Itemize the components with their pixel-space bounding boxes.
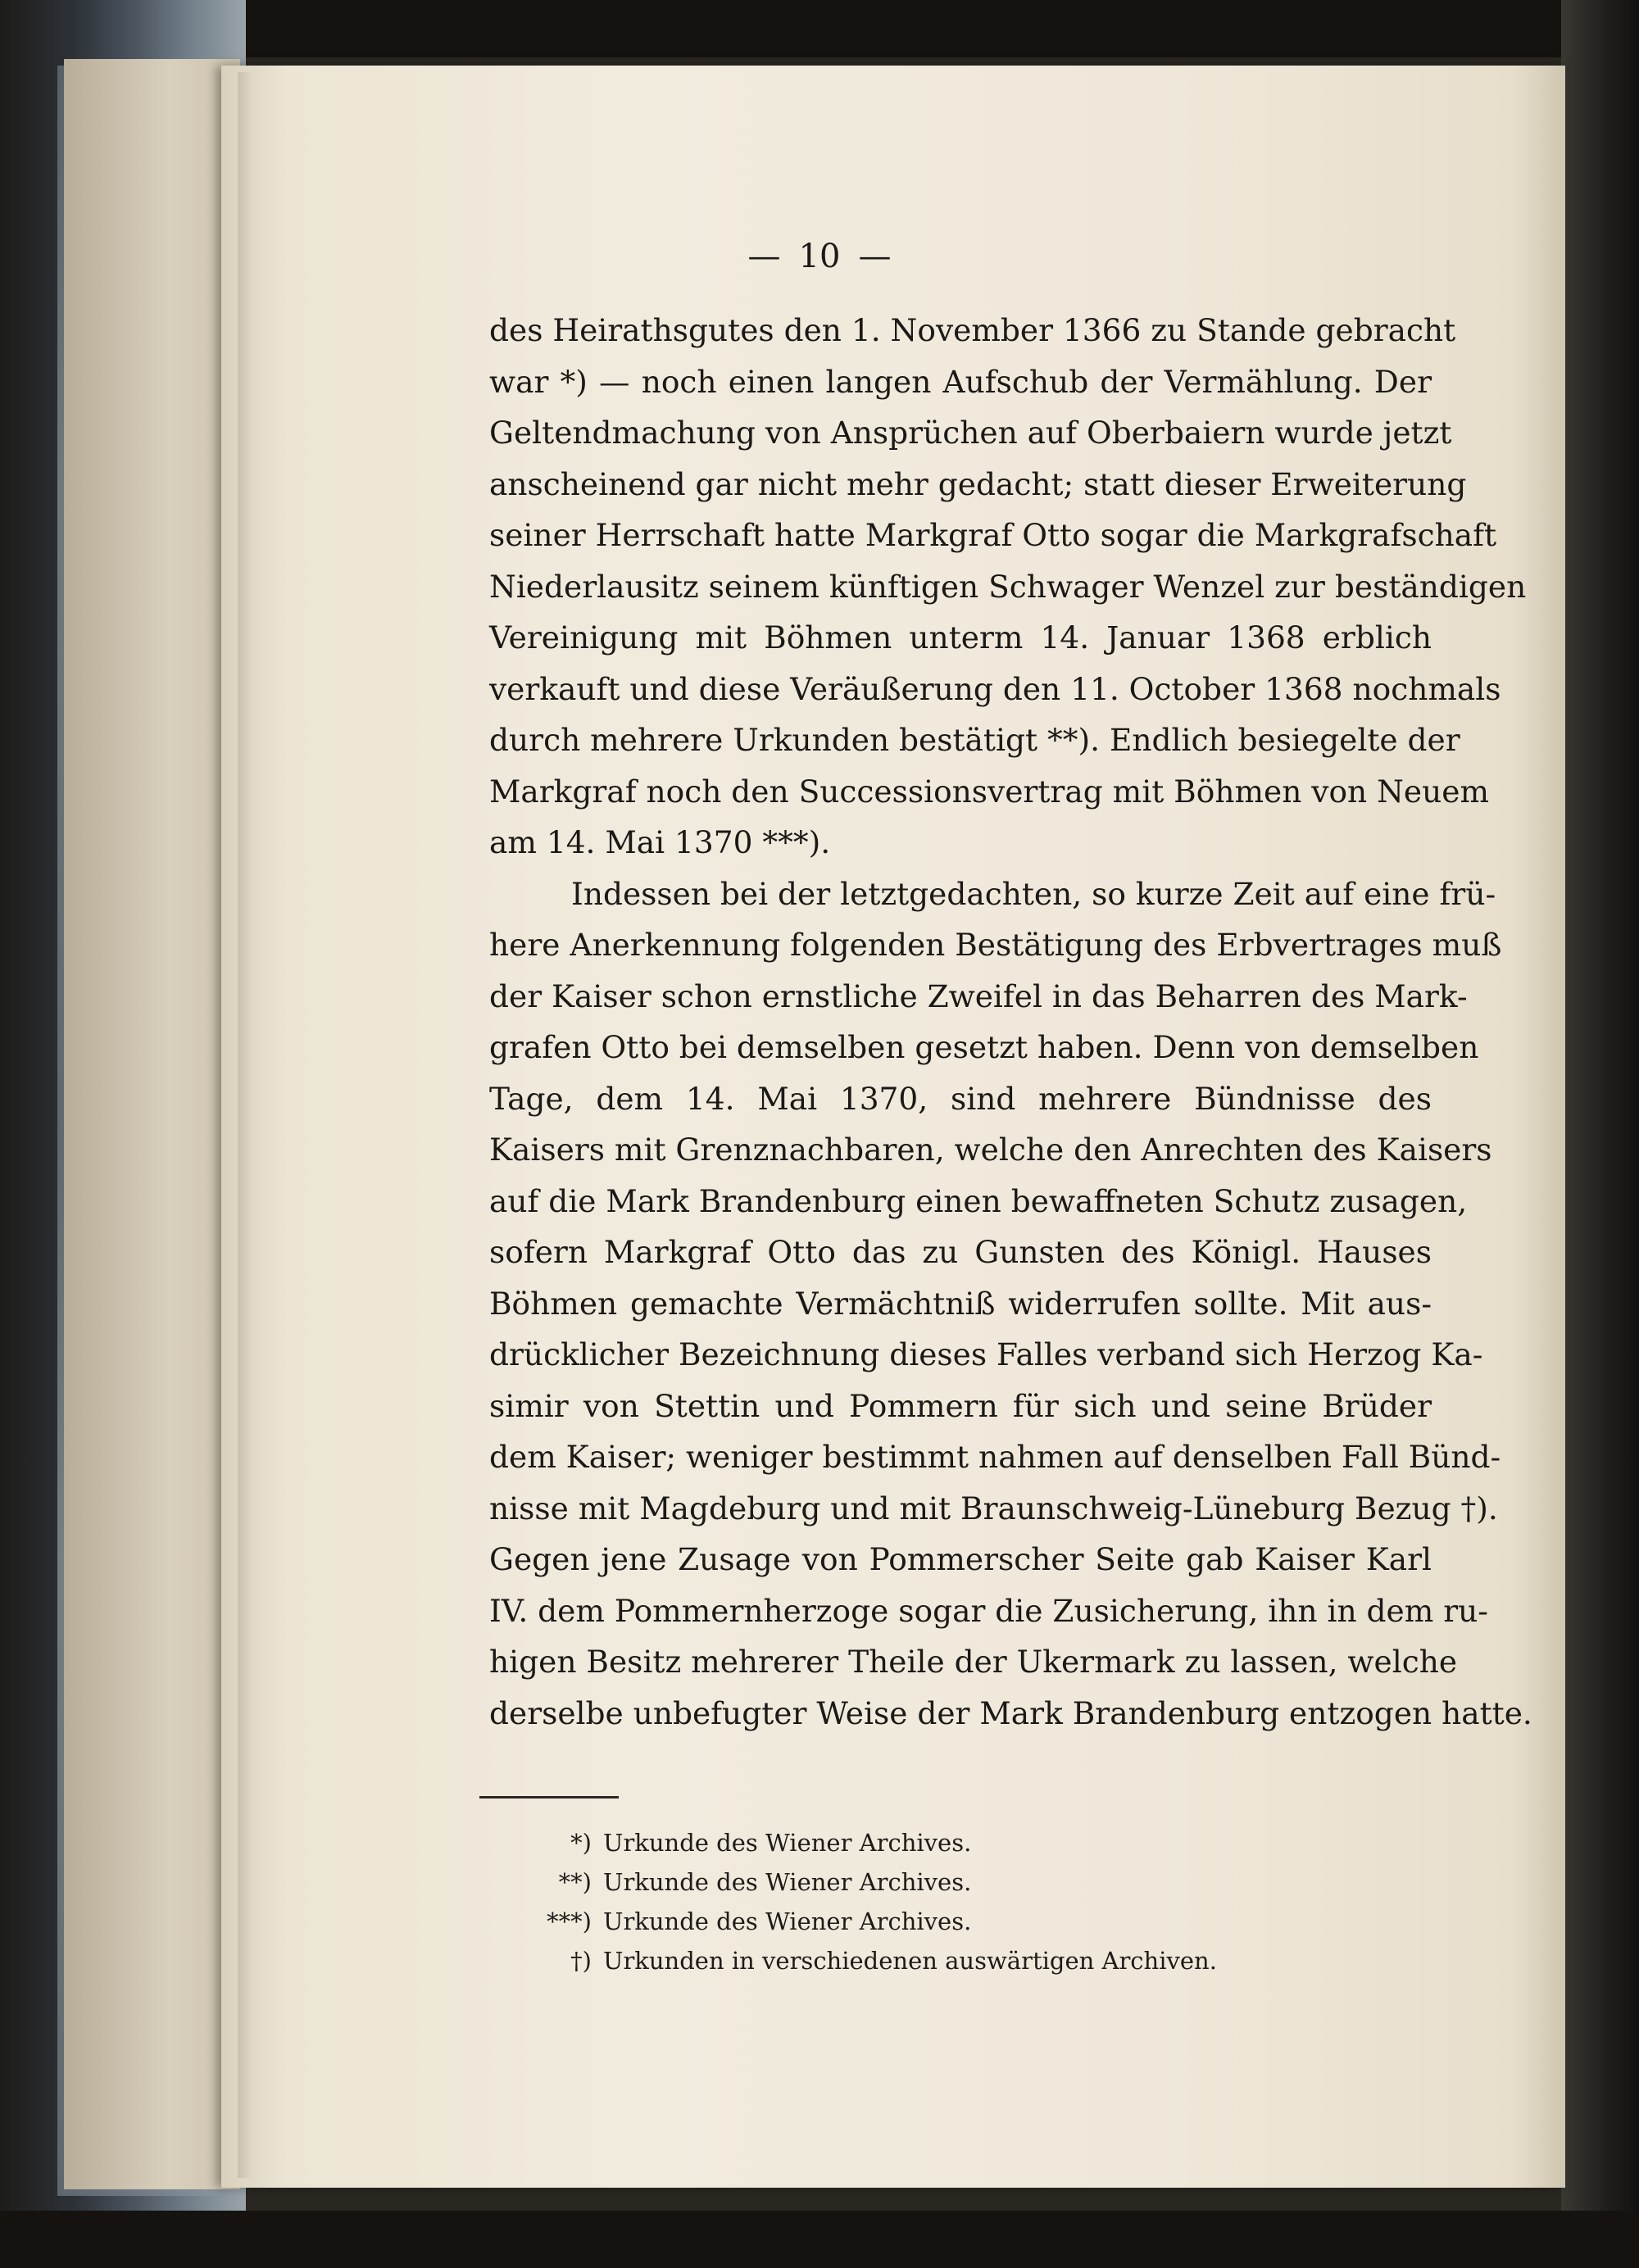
paragraph-start-line: Indessen bei der letztgedachten, so kurze Zeit auf eine frü- — [571, 875, 1496, 912]
text-line: Niederlausitz seinem künftigen Schwager Wenzel zur beständigen — [489, 568, 1527, 605]
text-line: Tage, dem 14. Mai 1370, sind mehrere Bündnisse des — [489, 1080, 1432, 1117]
footnote-mark: ***) — [547, 1907, 592, 1935]
footnote — [533, 1823, 1270, 1862]
footnote-mark: *) — [570, 1829, 592, 1857]
text-line: seiner Herrschaft hatte Markgraf Otto sogar die Markgrafschaft — [489, 517, 1497, 553]
page-gutter-shadow — [238, 72, 252, 2178]
footnote-mark: **) — [558, 1868, 592, 1896]
page-header — [0, 238, 1639, 275]
text-line: Kaisers mit Grenznachbaren, welche den Anrechten des Kaisers — [489, 1132, 1492, 1168]
book-cover-right — [1561, 0, 1639, 2268]
text-line: war *) — noch einen langen Aufschub der Vermählung. Der — [489, 363, 1432, 400]
header-dash-right: — — [858, 238, 892, 275]
footnote — [533, 1941, 1270, 1980]
previous-page-edge — [64, 59, 240, 2189]
book-cover-bottom-edge — [0, 2211, 1639, 2268]
book-cover-top-edge — [0, 0, 1639, 57]
page-number: 10 — [798, 238, 841, 275]
header-dash-left: — — [747, 238, 781, 275]
text-line: Vereinigung mit Böhmen unterm 14. Januar 1368 erblich — [489, 619, 1432, 655]
text-line: IV. dem Pommernherzoge sogar die Zusicherung, ihn in dem ru- — [489, 1592, 1488, 1629]
text-line: Gegen jene Zusage von Pommerscher Seite gab Kaiser Karl — [489, 1541, 1432, 1577]
text-line: der Kaiser schon ernstliche Zweifel in das Beharren des Mark- — [489, 978, 1468, 1014]
footnote-text: Urkunden in verschiedenen auswärtigen Archiven. — [603, 1947, 1217, 1975]
text-line: verkauft und diese Veräußerung den 11. October 1368 nochmals — [489, 670, 1501, 707]
text-line: Böhmen gemachte Vermächtniß widerrufen sollte. Mit aus- — [489, 1285, 1432, 1322]
body-text — [489, 305, 1532, 1739]
footnotes — [533, 1823, 1270, 1980]
footnote-text: Urkunde des Wiener Archives. — [603, 1829, 972, 1857]
text-line: Geltendmachung von Ansprüchen auf Oberbaiern wurde jetzt — [489, 415, 1452, 451]
text-line: des Heirathsgutes den 1. November 1366 zu Stande gebracht — [489, 312, 1456, 348]
text-line: Markgraf noch den Successionsvertrag mit Böhmen von Neuem — [489, 773, 1490, 810]
text-line: simir von Stettin und Pommern für sich und seine Brüder — [489, 1387, 1432, 1424]
footnote — [533, 1862, 1270, 1902]
text-line: sofern Markgraf Otto das zu Gunsten des Königl. Hauses — [489, 1234, 1432, 1270]
text-line: nisse mit Magdeburg und mit Braunschweig-Lüneburg Bezug †). — [489, 1490, 1498, 1526]
text-line: durch mehrere Urkunden bestätigt **). Endlich besiegelte der — [489, 722, 1460, 758]
text-line: auf die Mark Brandenburg einen bewaffneten Schutz zusagen, — [489, 1182, 1468, 1219]
footnote-text: Urkunde des Wiener Archives. — [603, 1868, 972, 1896]
text-line: grafen Otto bei demselben gesetzt haben. Denn von demselben — [489, 1029, 1479, 1065]
footnote — [533, 1902, 1270, 1941]
text-line: here Anerkennung folgenden Bestätigung des Erbvertrages muß — [489, 927, 1502, 963]
text-line: am 14. Mai 1370 ***). — [489, 824, 831, 860]
text-line: higen Besitz mehrerer Theile der Ukermark zu lassen, welche — [489, 1644, 1458, 1680]
text-line: derselbe unbefugter Weise der Mark Brandenburg entzogen hatte. — [489, 1694, 1532, 1731]
footnote-separator — [479, 1796, 619, 1799]
text-line: anscheinend gar nicht mehr gedacht; statt dieser Erweiterung — [489, 465, 1467, 502]
text-line: dem Kaiser; weniger bestimmt nahmen auf denselben Fall Bünd- — [489, 1439, 1501, 1475]
footnote-mark: †) — [570, 1947, 592, 1975]
footnote-text: Urkunde des Wiener Archives. — [603, 1907, 972, 1935]
text-line: drücklicher Bezeichnung dieses Falles verband sich Herzog Ka- — [489, 1336, 1483, 1372]
